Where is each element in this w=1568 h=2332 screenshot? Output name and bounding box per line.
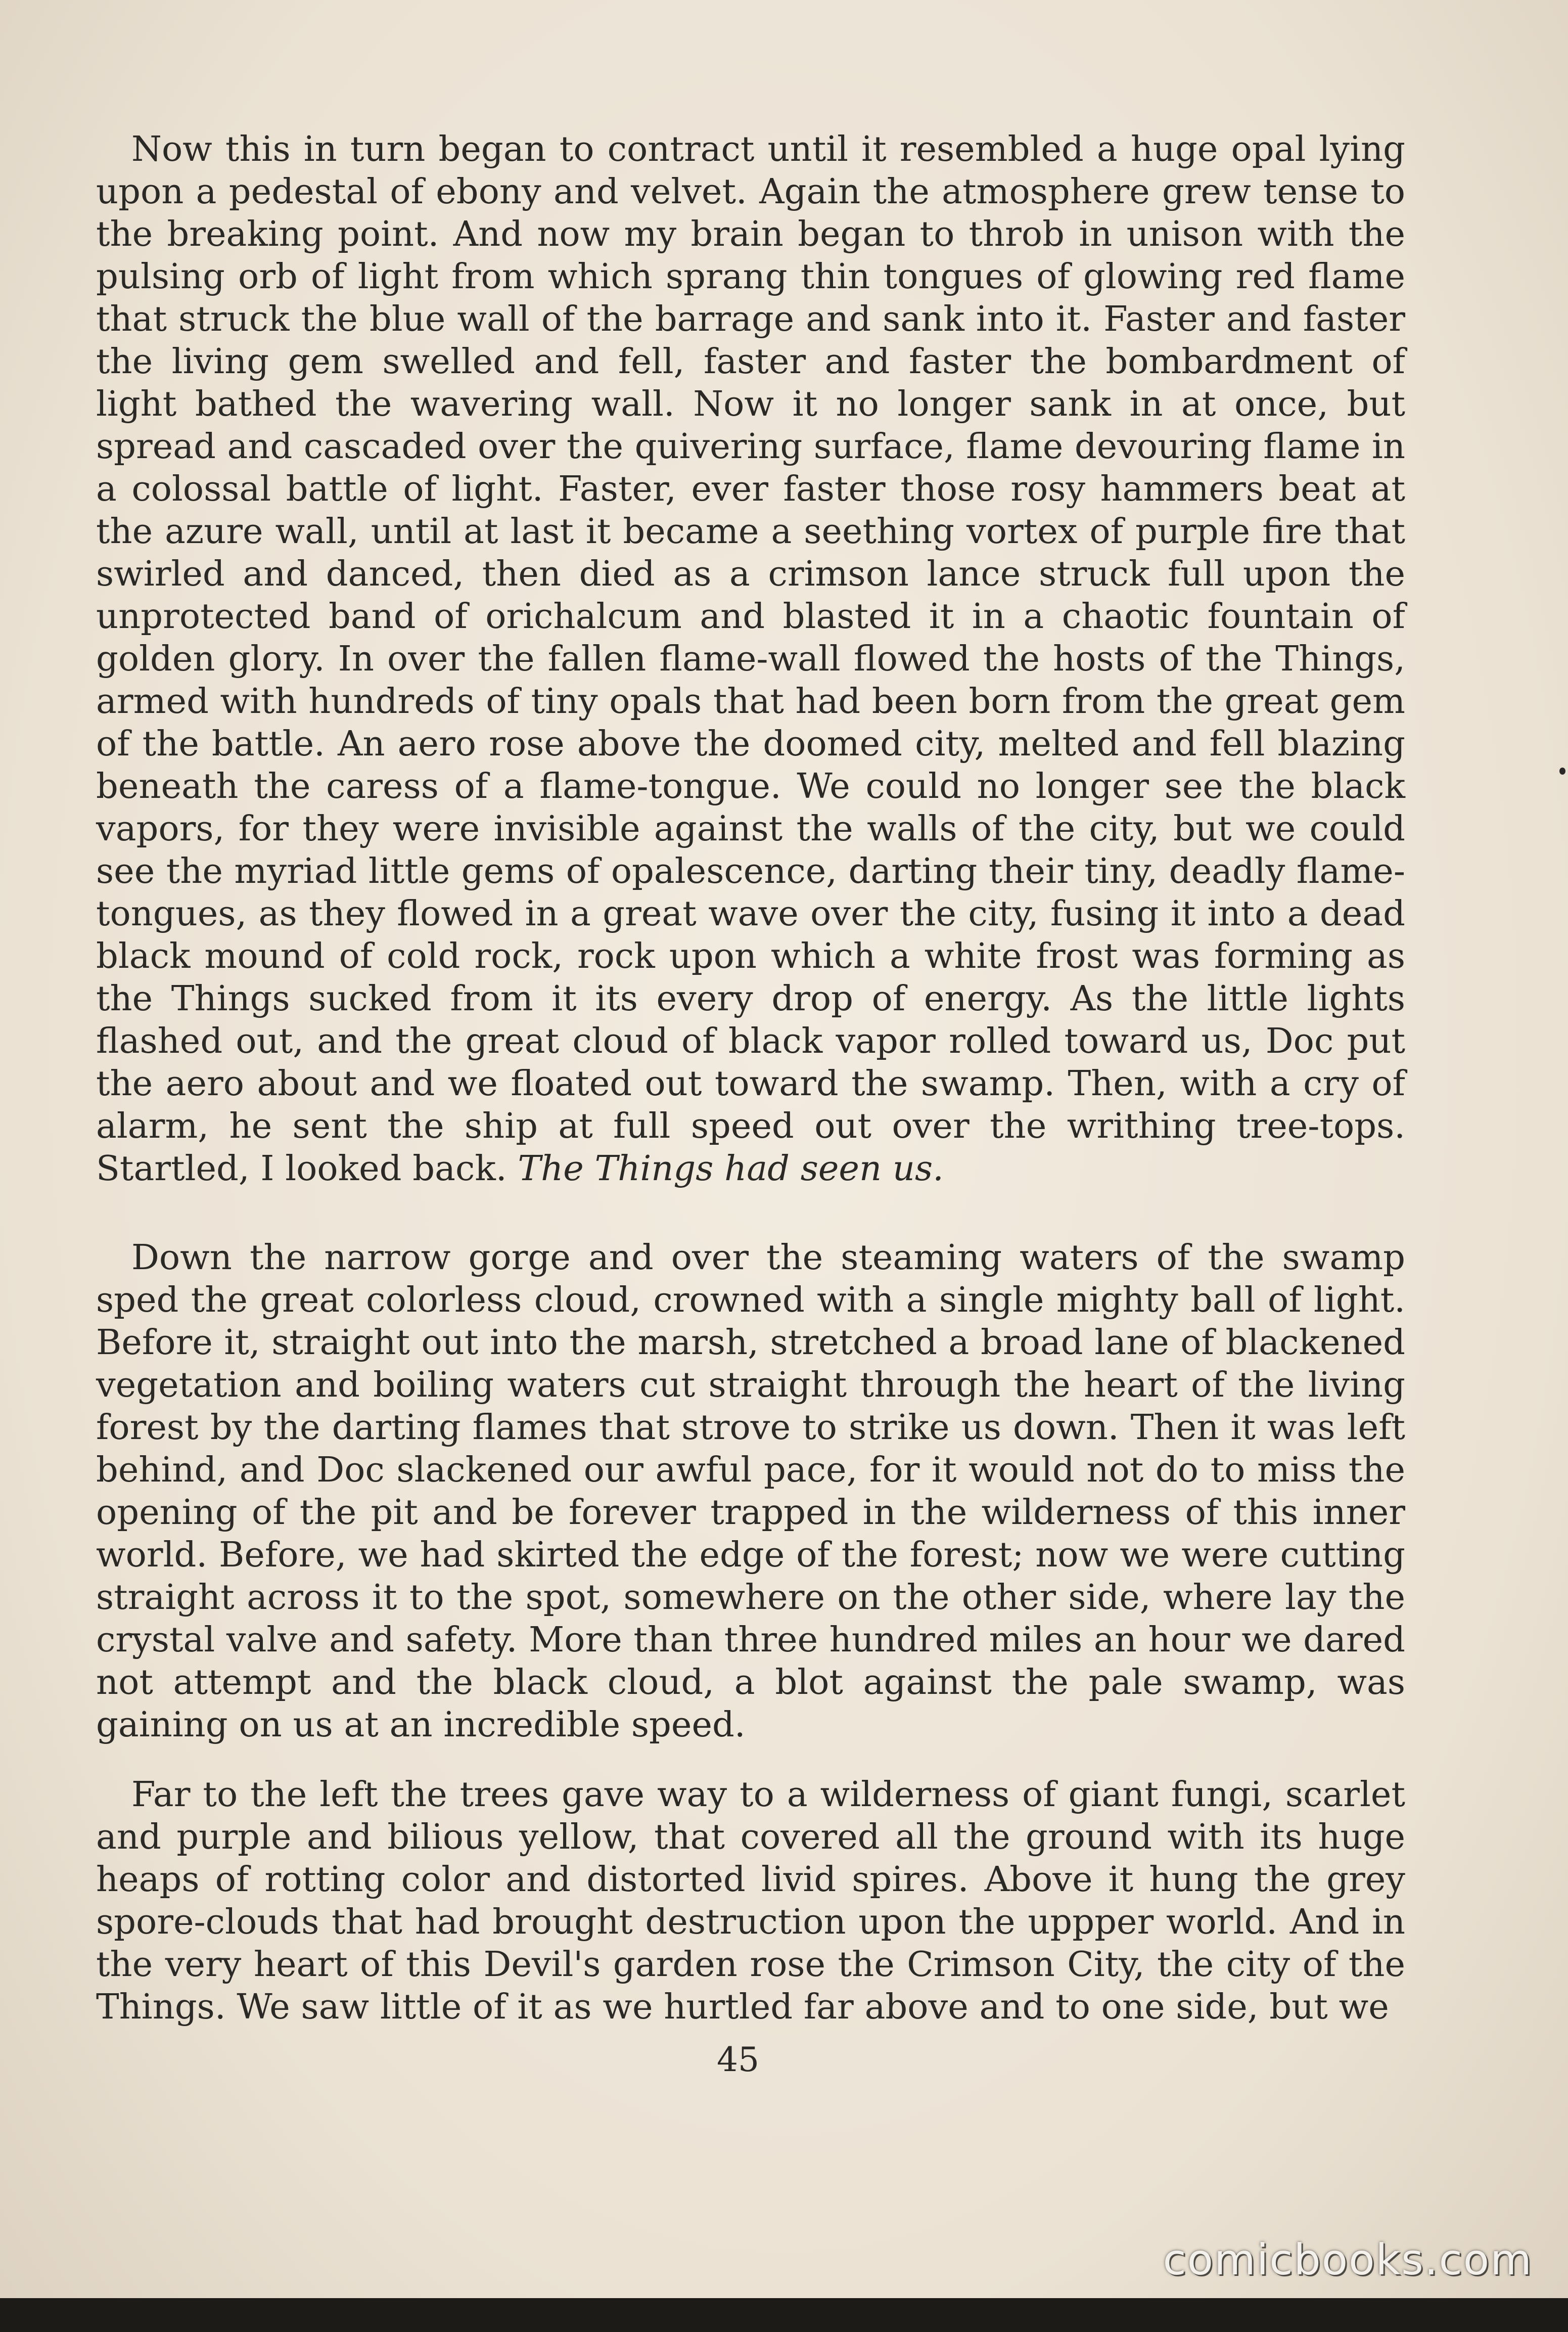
- paragraph-1-main: Now this in turn began to contract until it resembled a huge opal lying upon a pedestal of ebony and velvet. Again the atmosphere grew tense to the breaking point. And now my brain began to throb in unison with the pulsing orb of light from which sprang thin tongues of glowing red flame that struck the blue wall of the barrage and sank into it. Faster and faster the living gem swelled and fell, faster and faster the bombardment of light bathed the wavering wall. Now it no longer sank in at once, but spread and cascaded over the quivering surface, flame devouring flame in a colossal battle of light. Faster, ever faster those rosy hammers beat at the azure wall, until at last it became a seething vortex of purple fire that swirled and danced, then died as a crimson lance struck full upon the unprotected band of orichalcum and blasted it in a chaotic fountain of golden glory. In over the fallen flame-wall flowed the hosts of the Things, armed with hundreds of tiny opals that had been born from the great gem of the battle. An aero rose above the doomed city, melted and fell blazing beneath the caress of a flame-tongue. We could no longer see the black vapors, for they were invisible against the walls of the city, but we could see the myriad little gems of opalescence, darting their tiny, deadly flame-tongues, as they flowed in a great wave over the city, fusing it into a dead black mound of cold rock, rock upon which a white frost was forming as the Things sucked from it its every drop of energy. As the little lights flashed out, and the great cloud of black vapor rolled toward us, Doc put the aero about and we floated out toward the swamp. Then, with a cry of alarm, he sent the ship at full speed out over the writhing tree-tops. Startled, I looked back.: [96, 129, 1405, 1189]
- paragraph-1: [96, 128, 1405, 1190]
- bottom-scan-edge: [0, 2298, 1568, 2332]
- page-number: 45: [717, 2040, 759, 2079]
- paragraph-2-text: Down the narrow gorge and over the steaming waters of the swamp sped the great colorless cloud, crowned with a single mighty ball of light. Before it, straight out into the marsh, stretched a broad lane of blackened vegetation and boiling waters cut straight through the heart of the living forest by the darting flames that strove to strike us down. Then it was left behind, and Doc slackened our awful pace, for it would not do to miss the opening of the pit and be forever trapped in the wilderness of this inner world. Before, we had skirted the edge of the forest; now we were cutting straight across it to the spot, somewhere on the other side, where lay the crystal valve and safety. More than three hundred miles an hour we dared not attempt and the black cloud, a blot against the pale swamp, was gaining on us at an incredible speed.: [96, 1237, 1405, 1745]
- watermark: comicbooks.com: [1163, 2235, 1533, 2284]
- paragraph-1-italic: The Things had seen us.: [518, 1148, 944, 1189]
- paragraph-1-text: [96, 128, 1405, 1190]
- paragraph-2: [96, 1236, 1405, 1746]
- paragraph-3-text: Far to the left the trees gave way to a wilderness of giant fungi, scarlet and purple and bilious yellow, that covered all the ground with its huge heaps of rotting color and distorted livid spires. Above it hung the grey spore-clouds that had brought destruction upon the uppper world. And in the very heart of this Devil's garden rose the Crimson City, the city of the Things. We saw little of it as we hurtled far above and to one side, but we: [96, 1774, 1405, 2027]
- print-speck: [1559, 768, 1565, 775]
- paragraph-3: [96, 1773, 1405, 2028]
